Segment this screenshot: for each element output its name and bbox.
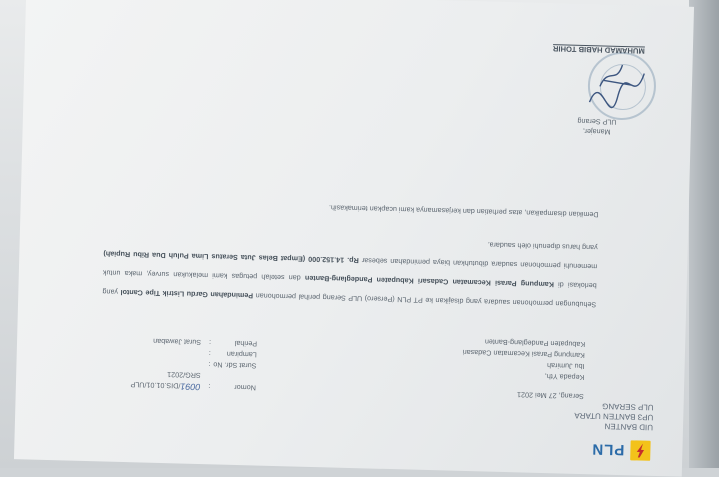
recipient-line: Kabupaten Pandeglang-Banten	[463, 336, 586, 350]
letter-meta	[96, 334, 257, 393]
date-recipient	[461, 336, 585, 402]
meta-value: Surat Jawaban	[153, 336, 201, 348]
meta-colon: :	[201, 337, 211, 348]
office-line: UID BANTEN	[574, 420, 653, 432]
office-address	[574, 400, 654, 432]
letter-body	[102, 178, 599, 314]
closing-paragraph: Demikian disampaikan, atas perhatian dan kerjasamanya kami ucapkan terimakasih.	[104, 192, 598, 224]
meta-label: Nomor	[210, 370, 256, 393]
letter-page	[14, 0, 694, 477]
signature-block	[537, 43, 659, 138]
recipient-line: Ibu Jumirah	[462, 358, 585, 372]
meta-colon: :	[201, 348, 211, 359]
meta-value: 0091/DIS.01.01/ULP SRG/2021	[96, 367, 201, 392]
signer-title: Manajer,	[537, 125, 657, 138]
signer-name: MUHAMAD HABIB TOHIR	[539, 43, 659, 56]
paper-edge	[689, 0, 719, 468]
meta-label: Lampiran	[211, 348, 257, 360]
recipient-line: Kampung Parasi Kecamatan Cadasari	[463, 347, 586, 361]
meta-label: Perihal	[211, 337, 257, 349]
meta-label: Surat Sdr. No	[210, 359, 256, 371]
meta-colon: :	[200, 359, 210, 370]
letter-date: Serang, 27 Mei 2021	[461, 388, 584, 402]
logo-text: PLN	[591, 441, 624, 459]
meta-colon: :	[200, 370, 210, 392]
handwritten-number: 0091	[180, 382, 200, 393]
office-line: UP3 BANTEN UTARA	[574, 410, 653, 422]
lightning-icon	[630, 440, 651, 461]
office-line: ULP SERANG	[574, 400, 653, 412]
meta-row	[96, 367, 257, 393]
signer-unit: ULP Serang	[537, 115, 657, 128]
letter-document	[14, 0, 694, 477]
recipient-line: Kepada Yth,	[462, 369, 585, 383]
body-paragraph: Sehubungan permohonan saudara yang disajikan ke PT PLN (Persero) ULP Serang perihal permohonan Pemindahan Gardu Listrik Tipe Cantol yang berlokasi di Kampung Parasi Kecamatan Cadasari Kabupaten Pandeglang-Banten dan setelah petugas kami melakukan survey, maka untuk memenuhi permohonan saudara dibutuhkan biaya pemindahan sebesar Rp. 14.152.000 (Empat Belas Juta Seratus Lima Puluh Dua Ribu Rupiah) yang harus dipenuhi oleh saudara.	[102, 225, 598, 314]
pln-logo	[591, 439, 651, 461]
